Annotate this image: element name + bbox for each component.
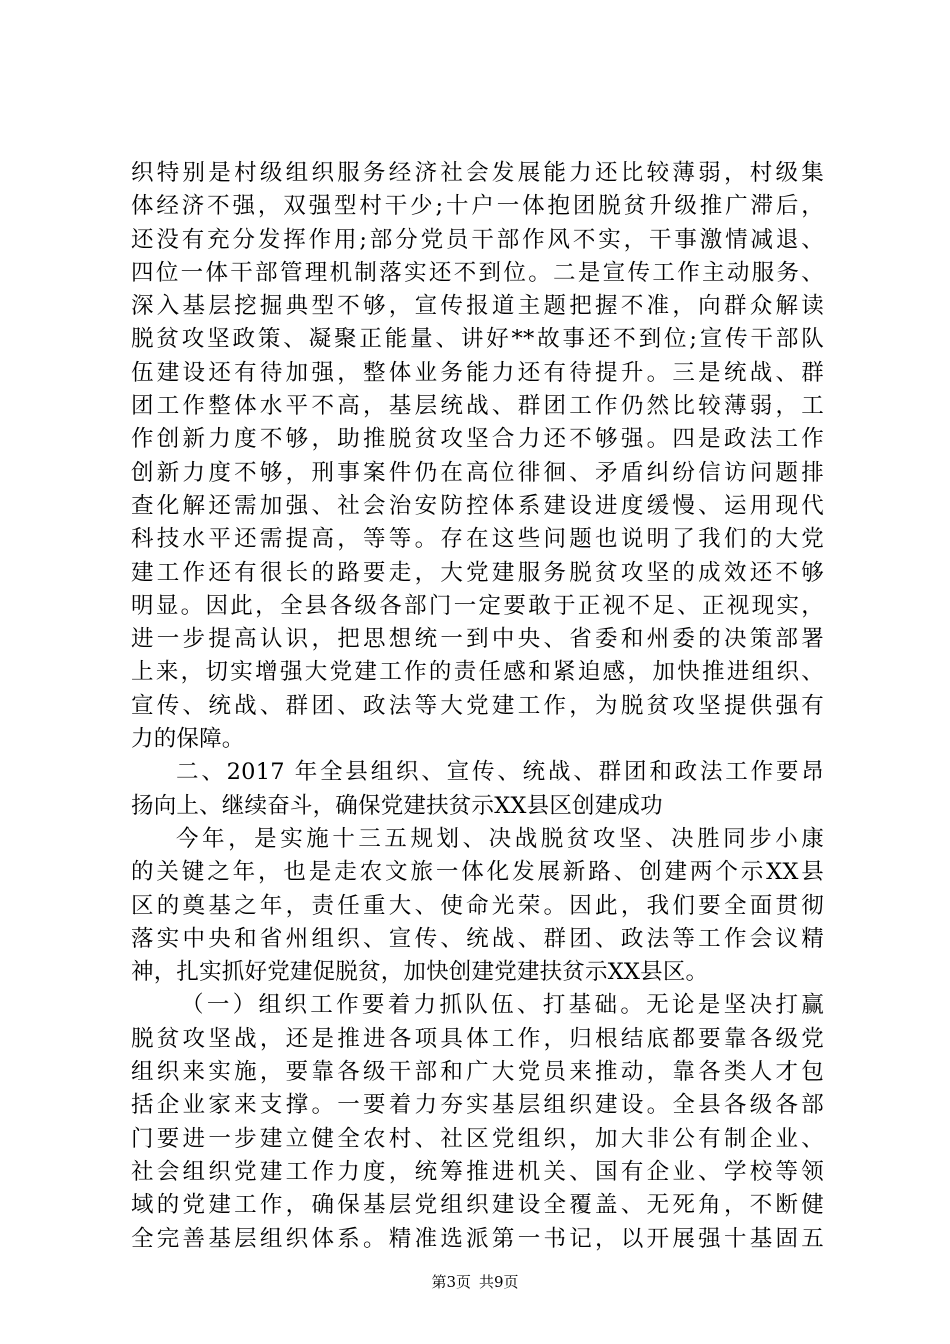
text-line: 伍建设还有待加强，整体业务能力还有待提升。三是统战、群 bbox=[131, 359, 824, 386]
text-line: 力的保障。 bbox=[131, 726, 245, 753]
text-line: 脱贫攻坚政策、凝聚正能量、讲好**故事还不到位;宣传干部队 bbox=[131, 326, 824, 353]
text-line: 的关键之年，也是走农文旅一体化发展新路、创建两个示XX县 bbox=[131, 859, 824, 886]
text-line: 进一步提高认识，把思想统一到中央、省委和州委的决策部署 bbox=[131, 626, 824, 653]
text-line: 织特别是村级组织服务经济社会发展能力还比较薄弱，村级集 bbox=[131, 160, 824, 186]
text-line: 创新力度不够，刑事案件仍在高位徘徊、矛盾纠纷信访问题排 bbox=[131, 459, 824, 486]
text-line: 作创新力度不够，助推脱贫攻坚合力还不够强。四是政法工作 bbox=[131, 426, 824, 453]
text-line: 团工作整体水平不高，基层统战、群团工作仍然比较薄弱，工 bbox=[131, 393, 824, 420]
text-line: 体经济不强，双强型村干少;十户一体抱团脱贫升级推广滞后， bbox=[131, 193, 824, 220]
text-line: 组织来实施，要靠各级干部和广大党员来推动，靠各类人才包 bbox=[131, 1059, 824, 1086]
text-line: 括企业家来支撑。一要着力夯实基层组织建设。全县各级各部 bbox=[131, 1092, 824, 1119]
text-line: 科技水平还需提高，等等。存在这些问题也说明了我们的大党 bbox=[131, 526, 824, 553]
text-line: 神，扎实抓好党建促脱贫，加快创建党建扶贫示XX县区。 bbox=[131, 959, 709, 986]
text-line: 门要进一步建立健全农村、社区党组织，加大非公有制企业、 bbox=[131, 1125, 824, 1152]
text-line: 查化解还需加强、社会治安防控体系建设进度缓慢、运用现代 bbox=[131, 492, 824, 519]
text-line: 四位一体干部管理机制落实还不到位。二是宣传工作主动服务、 bbox=[131, 259, 824, 286]
text-line: 建工作还有很长的路要走，大党建服务脱贫攻坚的成效还不够 bbox=[131, 559, 824, 586]
page-total: 共9页 bbox=[479, 1273, 519, 1291]
text-line: 域的党建工作，确保基层党组织建设全覆盖、无死角，不断健 bbox=[131, 1192, 824, 1219]
text-line: 脱贫攻坚战，还是推进各项具体工作，归根结底都要靠各级党 bbox=[131, 1025, 824, 1052]
section-heading-line: 扬向上、继续奋斗，确保党建扶贫示XX县区创建成功 bbox=[131, 792, 663, 819]
text-line: 深入基层挖掘典型不够，宣传报道主题把握不准，向群众解读 bbox=[131, 293, 824, 320]
subsection-heading-line: （一）组织工作要着力抓队伍、打基础。无论是坚决打赢 bbox=[181, 992, 824, 1019]
text-line: 明显。因此，全县各级各部门一定要敢于正视不足、正视现实， bbox=[131, 592, 824, 619]
text-line: 全完善基层组织体系。精准选派第一书记，以开展强十基固五 bbox=[131, 1225, 824, 1252]
text-line: 社会组织党建工作力度，统筹推进机关、国有企业、学校等领 bbox=[131, 1158, 824, 1185]
text-line: 落实中央和省州组织、宣传、统战、群团、政法等工作会议精 bbox=[131, 925, 824, 952]
text-line: 今年，是实施十三五规划、决战脱贫攻坚、决胜同步小康 bbox=[176, 825, 824, 852]
page-footer bbox=[0, 1272, 950, 1292]
page-number: 第3页 bbox=[431, 1273, 471, 1291]
document-body bbox=[131, 157, 824, 1256]
text-line: 上来，切实增强大党建工作的责任感和紧迫感，加快推进组织、 bbox=[131, 659, 824, 686]
text-line: 宣传、统战、群团、政法等大党建工作，为脱贫攻坚提供强有 bbox=[131, 692, 824, 719]
text-line: 区的奠基之年，责任重大、使命光荣。因此，我们要全面贯彻 bbox=[131, 892, 824, 919]
text-line: 还没有充分发挥作用;部分党员干部作风不实，干事激情减退、 bbox=[131, 226, 824, 253]
section-heading-line: 二、2017 年全县组织、宣传、统战、群团和政法工作要昂 bbox=[176, 759, 824, 786]
